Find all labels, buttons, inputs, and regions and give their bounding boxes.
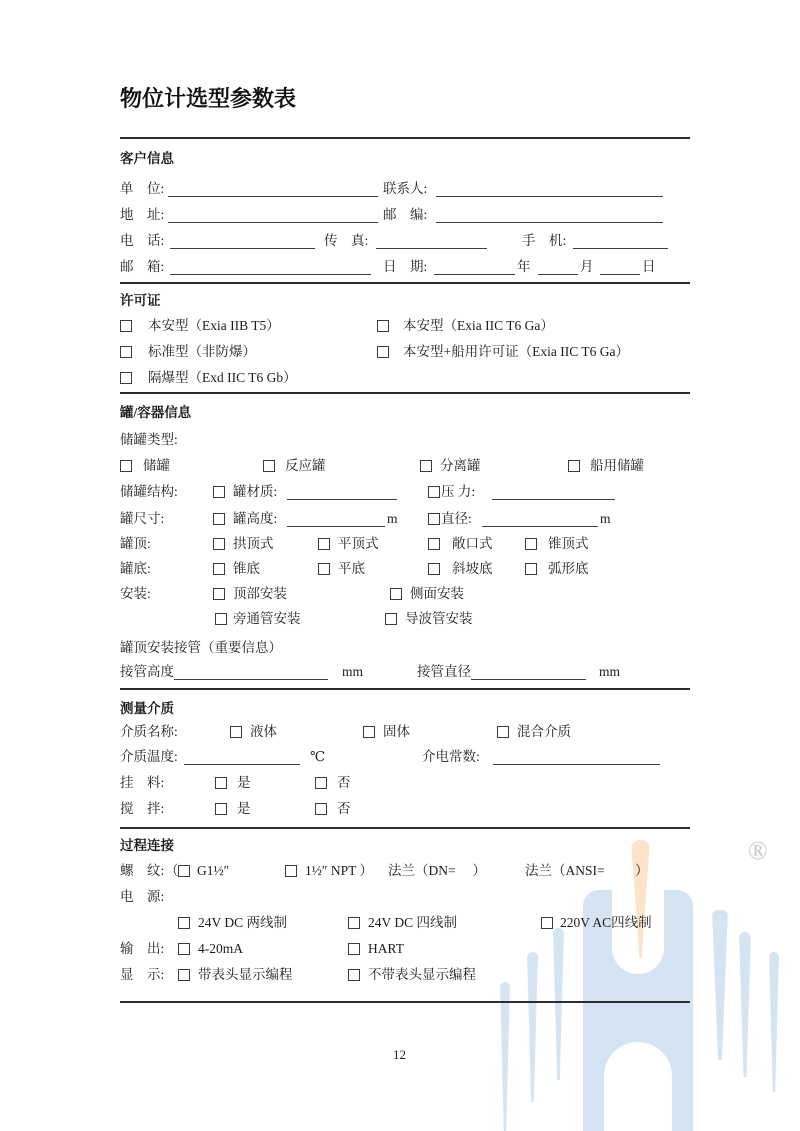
- bottom-option: 弧形底: [548, 561, 589, 576]
- license-option-label: 本安型（Exia IIB T5）: [148, 318, 280, 333]
- watermark-bar-icon: [553, 928, 564, 1080]
- checkbox-stirring-yes[interactable]: [215, 803, 227, 815]
- display-option: 带表头显示编程: [198, 967, 293, 982]
- medium-name-option: 混合介质: [517, 724, 571, 739]
- section-divider: [120, 392, 690, 394]
- temperature-field-line[interactable]: [184, 748, 300, 765]
- checkbox-marine-license[interactable]: [377, 346, 389, 358]
- address-field-line[interactable]: [168, 206, 378, 223]
- month-label: 月: [580, 259, 594, 274]
- checkbox-24vdc-2wire[interactable]: [178, 917, 190, 929]
- checkbox-cone-roof[interactable]: [525, 538, 537, 550]
- flange-dn-label: 法兰（DN= ）: [388, 863, 486, 878]
- checkbox-mixed-medium[interactable]: [497, 726, 509, 738]
- fax-label: 传 真:: [324, 233, 369, 248]
- display-option: 不带表头显示编程: [368, 967, 476, 982]
- bottom-option: 平底: [338, 561, 365, 576]
- nozzle-diameter-unit: mm: [599, 664, 621, 679]
- checkbox-exia-iic-t6ga[interactable]: [377, 320, 389, 332]
- tank-roof-label: 罐顶:: [120, 536, 151, 551]
- nozzle-height-unit: mm: [342, 664, 364, 679]
- license-header: 许可证: [120, 293, 161, 308]
- checkbox-hart[interactable]: [348, 943, 360, 955]
- license-option-label: 标准型（非防爆）: [148, 344, 256, 359]
- postal-field-line[interactable]: [436, 206, 663, 223]
- contact-field-line[interactable]: [436, 180, 663, 197]
- page-title: 物位计选型参数表: [120, 86, 297, 111]
- flange-ansi-label: 法兰（ANSI= ）: [525, 863, 649, 878]
- mobile-label: 手 机:: [522, 233, 567, 248]
- dielectric-label: 介电常数:: [422, 749, 480, 764]
- checkbox-stirring-no[interactable]: [315, 803, 327, 815]
- watermark-bar-icon: [500, 982, 510, 1131]
- license-option-label: 隔爆型（Exd IIC T6 Gb）: [148, 370, 297, 385]
- tank-type-option: 船用储罐: [590, 458, 644, 473]
- install-option: 旁通管安装: [233, 611, 301, 626]
- power-option: 24V DC 两线制: [198, 915, 288, 930]
- tank-header: 罐/容器信息: [120, 405, 192, 420]
- watermark-bar-icon: [739, 932, 751, 1077]
- checkbox-without-display[interactable]: [348, 969, 360, 981]
- material-field-line[interactable]: [287, 483, 397, 500]
- output-label: 输 出:: [120, 941, 165, 956]
- checkbox-stillwell-install[interactable]: [385, 613, 397, 625]
- license-option-label: 本安型+船用许可证（Exia IIC T6 Ga）: [403, 344, 629, 359]
- tank-height-label: 罐高度:: [233, 511, 278, 526]
- checkbox-dome-roof[interactable]: [213, 538, 225, 550]
- thread-label: 螺 纹:: [120, 863, 165, 878]
- process-header: 过程连接: [120, 838, 174, 853]
- tank-type-option: 储罐: [143, 458, 170, 473]
- checkbox-marine-tank[interactable]: [568, 460, 580, 472]
- month-field-line[interactable]: [600, 258, 640, 275]
- nozzle-height-label: 接管高度: [120, 664, 174, 679]
- nozzle-header: 罐顶安装接管（重要信息）: [120, 640, 282, 655]
- medium-name-label: 介质名称:: [120, 724, 178, 739]
- checkbox-cone-bottom[interactable]: [213, 563, 225, 575]
- checkbox-open-top[interactable]: [428, 538, 440, 550]
- checkbox-liquid[interactable]: [230, 726, 242, 738]
- checkbox-separation-tank[interactable]: [420, 460, 432, 472]
- watermark-bar-icon: [527, 952, 538, 1102]
- checkbox-bypass-install[interactable]: [215, 613, 227, 625]
- height-unit: m: [387, 511, 398, 526]
- phone-field-line[interactable]: [170, 232, 315, 249]
- stirring-no-label: 否: [337, 801, 351, 816]
- thread-option: 1½″ NPT ）: [305, 863, 374, 878]
- watermark-bar-icon: [712, 910, 728, 1060]
- checkbox-slope-bottom[interactable]: [428, 563, 440, 575]
- page-number: 12: [393, 1047, 406, 1062]
- day-label: 日: [642, 259, 656, 274]
- checkbox-with-display[interactable]: [178, 969, 190, 981]
- checkbox-top-install[interactable]: [213, 588, 225, 600]
- checkbox-tank-material[interactable]: [213, 486, 225, 498]
- checkbox-side-install[interactable]: [390, 588, 402, 600]
- checkbox-flat-roof[interactable]: [318, 538, 330, 550]
- section-divider: [120, 282, 690, 284]
- install-option: 侧面安装: [410, 586, 464, 601]
- email-field-line[interactable]: [170, 258, 371, 275]
- checkbox-solid[interactable]: [363, 726, 375, 738]
- section-divider: [120, 1001, 690, 1003]
- height-field-line[interactable]: [287, 510, 385, 527]
- diameter-label: 直径:: [441, 511, 472, 526]
- stirring-label: 搅 拌:: [120, 801, 165, 816]
- output-option: HART: [368, 941, 404, 956]
- unit-field-line[interactable]: [168, 180, 378, 197]
- power-option: 220V AC四线制: [560, 915, 652, 930]
- install-option: 导波管安装: [405, 611, 473, 626]
- stirring-yes-label: 是: [237, 801, 251, 816]
- date-label: 日 期:: [383, 259, 428, 274]
- thread-open-paren: （: [165, 863, 179, 878]
- checkbox-220vac-4wire[interactable]: [541, 917, 553, 929]
- checkbox-exd-iic-t6gb[interactable]: [120, 372, 132, 384]
- diameter-field-line[interactable]: [482, 510, 598, 527]
- date-field-line[interactable]: [434, 258, 515, 275]
- tank-type-label: 储罐类型:: [120, 432, 178, 447]
- year-label: 年: [517, 259, 531, 274]
- roof-option: 锥顶式: [548, 536, 589, 551]
- checkbox-standard-non-ex[interactable]: [120, 346, 132, 358]
- tank-size-label: 罐尺寸:: [120, 511, 165, 526]
- roof-option: 敞口式: [452, 536, 493, 551]
- registered-trademark-icon: ®: [748, 836, 768, 865]
- checkbox-buildup-no[interactable]: [315, 777, 327, 789]
- tank-type-option: 反应罐: [285, 458, 326, 473]
- bottom-option: 锥底: [233, 561, 260, 576]
- checkbox-tank-diameter[interactable]: [428, 513, 440, 525]
- roof-option: 拱顶式: [233, 536, 274, 551]
- checkbox-pressure[interactable]: [428, 486, 440, 498]
- checkbox-thread-npt[interactable]: [285, 865, 297, 877]
- mobile-field-line[interactable]: [573, 232, 668, 249]
- nozzle-diameter-field-line[interactable]: [471, 663, 586, 680]
- nozzle-diameter-label: 接管直径: [417, 664, 471, 679]
- unit-label: 单 位:: [120, 181, 165, 196]
- checkbox-4-20ma[interactable]: [178, 943, 190, 955]
- bottom-option: 斜坡底: [452, 561, 493, 576]
- install-label: 安装:: [120, 586, 151, 601]
- tank-bottom-label: 罐底:: [120, 561, 151, 576]
- checkbox-arc-bottom[interactable]: [525, 563, 537, 575]
- nozzle-height-field-line[interactable]: [174, 663, 328, 680]
- checkbox-flat-bottom[interactable]: [318, 563, 330, 575]
- contact-label: 联系人:: [383, 181, 428, 196]
- postal-label: 邮 编:: [383, 207, 428, 222]
- output-option: 4-20mA: [198, 941, 243, 956]
- roof-option: 平顶式: [338, 536, 379, 551]
- email-label: 邮 箱:: [120, 259, 165, 274]
- checkbox-exia-iib-t5[interactable]: [120, 320, 132, 332]
- tank-material-label: 罐材质:: [233, 484, 278, 499]
- temperature-label: 介质温度:: [120, 749, 178, 764]
- buildup-yes-label: 是: [237, 775, 251, 790]
- buildup-no-label: 否: [337, 775, 351, 790]
- pressure-label: 压 力:: [441, 484, 476, 499]
- medium-name-option: 固体: [383, 724, 410, 739]
- power-label: 电 源:: [120, 889, 165, 904]
- fax-field-line[interactable]: [376, 232, 487, 249]
- checkbox-24vdc-4wire[interactable]: [348, 917, 360, 929]
- install-option: 顶部安装: [233, 586, 287, 601]
- phone-label: 电 话:: [120, 233, 165, 248]
- medium-name-option: 液体: [250, 724, 277, 739]
- checkbox-thread-g[interactable]: [178, 865, 190, 877]
- tank-structure-label: 储罐结构:: [120, 484, 178, 499]
- year-field-line[interactable]: [538, 258, 578, 275]
- section-divider: [120, 688, 690, 690]
- tank-type-option: 分离罐: [440, 458, 481, 473]
- pressure-field-line[interactable]: [492, 483, 615, 500]
- section-divider: [120, 137, 690, 139]
- section-divider: [120, 827, 690, 829]
- power-option: 24V DC 四线制: [368, 915, 458, 930]
- customer-header: 客户信息: [120, 151, 174, 166]
- medium-header: 测量介质: [120, 701, 174, 716]
- temperature-unit: ℃: [310, 749, 326, 764]
- watermark-h-notch: [604, 1042, 672, 1131]
- thread-option: G1½″: [197, 863, 230, 878]
- checkbox-buildup-yes[interactable]: [215, 777, 227, 789]
- dielectric-field-line[interactable]: [493, 748, 660, 765]
- checkbox-tank-height[interactable]: [213, 513, 225, 525]
- watermark-bar-icon: [769, 952, 779, 1092]
- address-label: 地 址:: [120, 207, 165, 222]
- checkbox-reaction-tank[interactable]: [263, 460, 275, 472]
- checkbox-storage-tank[interactable]: [120, 460, 132, 472]
- buildup-label: 挂 料:: [120, 775, 165, 790]
- display-label: 显 示:: [120, 967, 165, 982]
- diameter-unit: m: [600, 511, 611, 526]
- license-option-label: 本安型（Exia IIC T6 Ga）: [403, 318, 554, 333]
